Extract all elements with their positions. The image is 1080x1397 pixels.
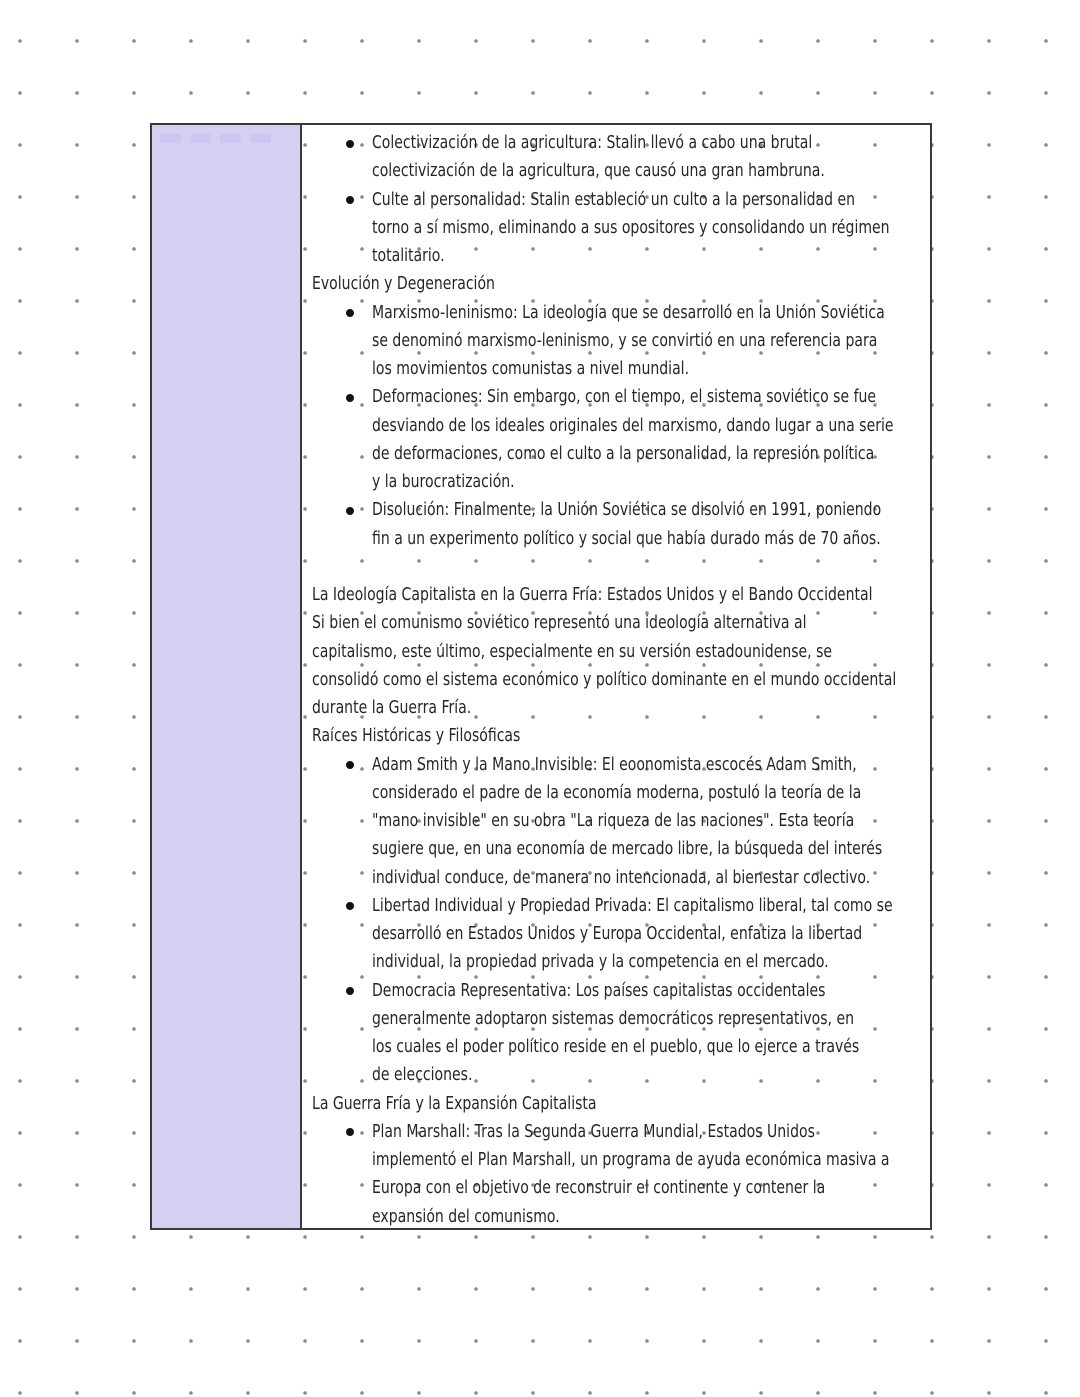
section-heading [312, 722, 928, 750]
faint-mark [250, 134, 271, 143]
bullet-item [312, 299, 928, 384]
text-line: considerado el padre de la economía moderna, postuló la teoría de la [372, 781, 862, 803]
text-line: colectivización de la agricultura, que causó una gran hambruna. [372, 160, 825, 182]
note-frame [150, 123, 932, 1230]
bullet-item [312, 383, 928, 496]
text-line: individual conduce, de manera no intencionada, al bienestar colectivo. [372, 866, 871, 888]
text-line: desviando de los ideales originales del marxismo, dando lugar a una serie [372, 414, 894, 436]
text-line: se denominó marxismo-leninismo, y se convirtió en una referencia para [372, 329, 878, 351]
bullet-icon [346, 196, 354, 204]
text-line: Plan Marshall: Tras la Segunda Guerra Mundial, Estados Unidos [372, 1120, 815, 1142]
text-line: Colectivización de la agricultura: Stalin llevó a cabo una brutal [372, 132, 813, 153]
bullet-item [312, 977, 928, 1090]
bullet-icon [346, 309, 354, 317]
text-line: generalmente adoptaron sistemas democráticos representativos, en [372, 1007, 855, 1029]
text-line: y la burocratización. [372, 471, 515, 492]
bullet-item [312, 892, 928, 977]
text-line: consolidó como el sistema económico y político dominante en el mundo occidental [312, 668, 897, 690]
text-line: Evolución y Degeneración [312, 273, 495, 295]
text-line: individual, la propiedad privada y la competencia en el mercado. [372, 951, 829, 973]
text-line: La Ideología Capitalista en la Guerra Fría: Estados Unidos y el Bando Occidental [312, 584, 873, 605]
bullet-icon [346, 394, 354, 402]
bullet-item [312, 751, 928, 892]
note-sidebar-column [152, 125, 302, 1228]
bullet-icon [346, 761, 354, 769]
text-line: fin a un experimento político y social que había durado más de 70 años. [372, 527, 881, 549]
bullet-icon [346, 987, 354, 995]
section-heading [312, 581, 928, 609]
text-line: los cuales el poder político reside en el pueblo, que lo ejerce a través [372, 1036, 860, 1057]
text-line: Culte al personalidad: Stalin estableció un culto a la personalidad en [372, 188, 856, 210]
blank-line [312, 553, 928, 581]
section-heading [312, 1090, 928, 1118]
text-line: Libertad Individual y Propiedad Privada: El capitalismo liberal, tal como se [372, 894, 893, 916]
text-line: Disolución: Finalmente, la Unión Soviética se disolvió en 1991, poniendo [372, 499, 882, 521]
text-line: totalitario. [372, 245, 445, 266]
text-line: "mano invisible" en su obra "La riqueza de las naciones". Esta teoría [372, 810, 855, 831]
text-line: los movimientos comunistas a nivel mundial. [372, 358, 690, 379]
bullet-icon [346, 902, 354, 910]
bullet-item [312, 1118, 928, 1231]
faint-mark [160, 134, 181, 143]
text-line: Si bien el comunismo soviético representó una ideología alternativa al [312, 612, 807, 634]
bullet-icon [346, 507, 354, 515]
text-line: Marxismo-leninismo: La ideología que se desarrolló en la Unión Soviética [372, 301, 885, 323]
paragraph [312, 609, 928, 722]
section-heading [312, 270, 928, 298]
text-line: desarrolló en Estados Unidos y Europa Occidental, enfatiza la libertad [372, 923, 863, 944]
bullet-icon [346, 140, 354, 148]
bullet-item [312, 496, 928, 553]
text-line: expansión del comunismo. [372, 1205, 560, 1227]
bullet-icon [346, 1128, 354, 1136]
text-line: Europa con el objetivo de reconstruir el continente y contener la [372, 1177, 826, 1199]
faint-mark [220, 134, 241, 143]
text-line: capitalismo, este último, especialmente en su versión estadounidense, se [312, 640, 833, 662]
text-line: durante la Guerra Fría. [312, 697, 472, 718]
faint-highlight-marks [160, 134, 271, 143]
text-line: Deformaciones: Sin embargo, con el tiempo, el sistema soviético se fue [372, 386, 877, 408]
text-line: Democracia Representativa: Los países capitalistas occidentales [372, 979, 826, 1001]
faint-mark [190, 134, 211, 143]
text-line: La Guerra Fría y la Expansión Capitalista [312, 1092, 597, 1114]
bullet-item [312, 186, 928, 271]
note-content [302, 125, 930, 1228]
text-line: implementó el Plan Marshall, un programa de ayuda económica masiva a [372, 1149, 890, 1170]
text-line: Raíces Históricas y Filosóficas [312, 725, 521, 747]
text-line: torno a sí mismo, eliminando a sus opositores y consolidando un régimen [372, 216, 890, 238]
text-line: de deformaciones, como el culto a la personalidad, la represión política [372, 442, 875, 464]
text-line: Adam Smith y la Mano Invisible: El eoonomista escocés Adam Smith, [372, 753, 857, 775]
text-line: de elecciones. [372, 1064, 473, 1086]
bullet-item [312, 129, 928, 186]
text-line: sugiere que, en una economía de mercado libre, la búsqueda del interés [372, 838, 883, 860]
